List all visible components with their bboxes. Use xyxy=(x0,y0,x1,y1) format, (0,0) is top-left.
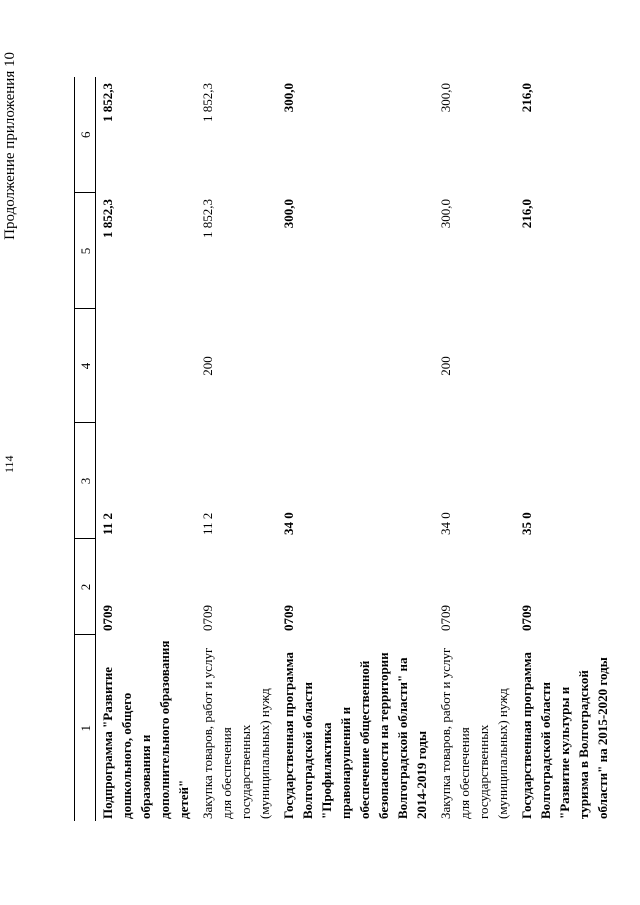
row-expense-type: 200 xyxy=(438,356,453,376)
table-row xyxy=(96,77,197,821)
row-name: Государственная программа Волгоградской области "Развитие культуры и туризма в Волгоградской области" на 2015-2020 годы xyxy=(519,652,610,819)
row-expense-type xyxy=(96,309,197,423)
row-col5: 216,0 xyxy=(519,199,534,229)
row-program: 11 2 xyxy=(200,512,215,535)
continuation-label: Продолжение приложения 10 xyxy=(2,52,18,240)
header-col-1: 1 xyxy=(75,635,96,821)
row-program: 34 0 xyxy=(438,512,453,535)
row-col6: 300,0 xyxy=(281,83,296,113)
row-col5: 1 852,3 xyxy=(200,199,215,238)
row-program: 11 2 xyxy=(100,512,115,535)
row-col6: 1 852,3 xyxy=(200,83,215,122)
row-col5: 1 852,3 xyxy=(100,199,115,238)
budget-table xyxy=(74,77,615,821)
header-row xyxy=(75,77,96,821)
header-col-5: 5 xyxy=(75,193,96,309)
table-row xyxy=(196,77,277,821)
header-col-2: 2 xyxy=(75,539,96,635)
row-col6: 216,0 xyxy=(519,83,534,113)
table-row xyxy=(277,77,434,821)
header-col-3: 3 xyxy=(75,423,96,539)
header-col-4: 4 xyxy=(75,309,96,423)
row-name: Государственная программа Волгоградской области "Профилактика правонарушений и обеспечение общественной безопасности на территории Волгоградской области" на 2014-2019 годы xyxy=(281,652,429,819)
row-expense-type: 200 xyxy=(200,356,215,376)
header-col-6: 6 xyxy=(75,77,96,193)
row-expense-type xyxy=(515,309,615,423)
row-col5: 300,0 xyxy=(281,199,296,229)
row-col5: 300,0 xyxy=(438,199,453,229)
row-col6: 1 852,3 xyxy=(100,83,115,122)
row-program: 34 0 xyxy=(281,512,296,535)
row-name: Закупка товаров, работ и услуг для обеспечения государственных (муниципальных) нужд xyxy=(200,647,272,819)
row-section: 0709 xyxy=(100,605,115,631)
row-section: 0709 xyxy=(519,605,534,631)
row-program: 35 0 xyxy=(519,512,534,535)
row-section: 0709 xyxy=(438,605,453,631)
row-section: 0709 xyxy=(200,605,215,631)
page-number: 114 xyxy=(2,455,16,473)
row-name: Закупка товаров, работ и услуг для обеспечения государственных (муниципальных) нужд xyxy=(438,647,510,819)
table-row xyxy=(434,77,515,821)
table-row xyxy=(515,77,615,821)
row-name: Подпрограмма "Развитие дошкольного, общего образования и дополнительного образования детей" xyxy=(100,640,191,819)
row-section: 0709 xyxy=(281,605,296,631)
row-expense-type xyxy=(277,309,434,423)
row-col6: 300,0 xyxy=(438,83,453,113)
